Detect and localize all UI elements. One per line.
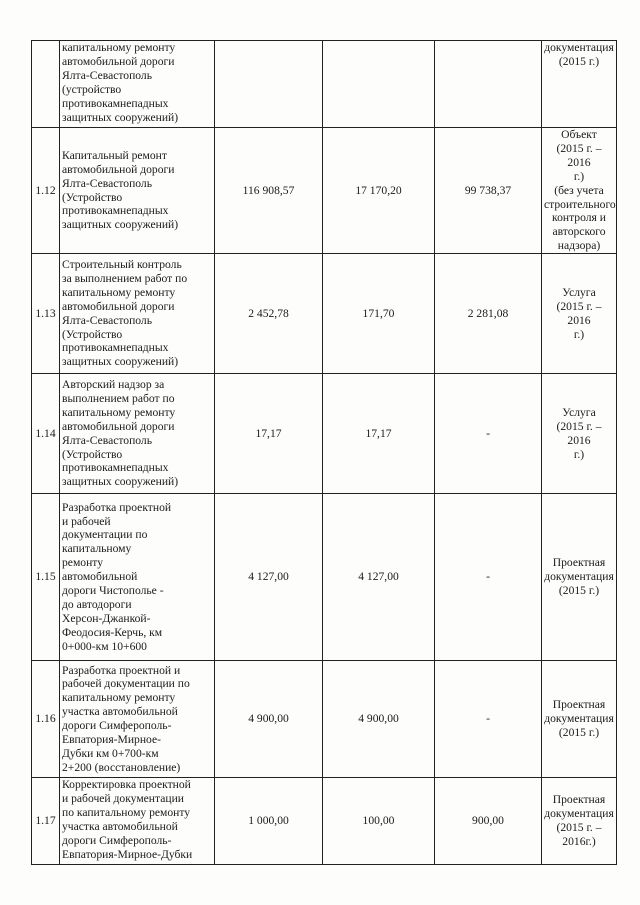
row-description: Разработка проектной и рабочей документации по капитальному ремонту участка автомобильной дороги Симферополь- Евпатория-Мирное- Дубки км 0+700-км 2+200 (восстановление) <box>60 661 215 778</box>
row-number: 1.17 <box>32 778 60 865</box>
row-value-3: - <box>435 494 542 661</box>
row-number <box>32 41 60 128</box>
row-total: 4 127,00 <box>215 494 323 661</box>
row-total <box>215 41 323 128</box>
row-value-2: 17 170,20 <box>323 128 435 254</box>
row-description: капитальному ремонту автомобильной дороги Ялта-Севастополь (устройство противокамнепадных защитных сооружений) <box>60 41 215 128</box>
budget-table <box>31 40 617 865</box>
row-value-3: 2 281,08 <box>435 254 542 374</box>
row-description: Корректировка проектной и рабочей документации по капитальному ремонту участка автомобильной дороги Симферополь- Евпатория-Мирное-Дубки <box>60 778 215 865</box>
row-note: документация (2015 г.) <box>542 41 617 128</box>
row-total: 2 452,78 <box>215 254 323 374</box>
table-row <box>32 128 617 254</box>
row-value-2: 17,17 <box>323 374 435 494</box>
row-value-2: 171,70 <box>323 254 435 374</box>
row-value-3 <box>435 41 542 128</box>
row-number: 1.16 <box>32 661 60 778</box>
table-row <box>32 494 617 661</box>
row-total: 1 000,00 <box>215 778 323 865</box>
row-value-2: 4 900,00 <box>323 661 435 778</box>
row-value-2: 100,00 <box>323 778 435 865</box>
row-value-2: 4 127,00 <box>323 494 435 661</box>
table-row <box>32 661 617 778</box>
row-value-3: - <box>435 661 542 778</box>
row-description: Разработка проектной и рабочей документации по капитальному ремонту автомобильной дороги Чистополье - до автодороги Херсон-Джанкой- Феодосия-Керчь, км 0+000-км 10+600 <box>60 494 215 661</box>
row-note: Объект (2015 г. – 2016 г.) (без учета строительного контроля и авторского надзора) <box>542 128 617 254</box>
row-number: 1.12 <box>32 128 60 254</box>
row-total: 4 900,00 <box>215 661 323 778</box>
row-note: Проектная документация (2015 г. – 2016г.) <box>542 778 617 865</box>
row-value-3: - <box>435 374 542 494</box>
table-row <box>32 254 617 374</box>
row-note: Проектная документация (2015 г.) <box>542 661 617 778</box>
row-description: Авторский надзор за выполнением работ по капитальному ремонту автомобильной дороги Ялта-Севастополь (Устройство противокамнепадных защитных сооружений) <box>60 374 215 494</box>
table-row <box>32 778 617 865</box>
table-row <box>32 374 617 494</box>
row-note: Проектная документация (2015 г.) <box>542 494 617 661</box>
row-value-3: 99 738,37 <box>435 128 542 254</box>
row-number: 1.14 <box>32 374 60 494</box>
row-number: 1.13 <box>32 254 60 374</box>
row-note: Услуга (2015 г. – 2016 г.) <box>542 254 617 374</box>
row-description: Строительный контроль за выполнением работ по капитальному ремонту автомобильной дороги Ялта-Севастополь (Устройство противокамнепадных защитных сооружений) <box>60 254 215 374</box>
row-description: Капитальный ремонт автомобильной дороги Ялта-Севастополь (Устройство противокамнепадных защитных сооружений) <box>60 128 215 254</box>
table-row <box>32 41 617 128</box>
row-number: 1.15 <box>32 494 60 661</box>
row-total: 17,17 <box>215 374 323 494</box>
row-value-3: 900,00 <box>435 778 542 865</box>
row-note: Услуга (2015 г. – 2016 г.) <box>542 374 617 494</box>
row-value-2 <box>323 41 435 128</box>
row-total: 116 908,57 <box>215 128 323 254</box>
